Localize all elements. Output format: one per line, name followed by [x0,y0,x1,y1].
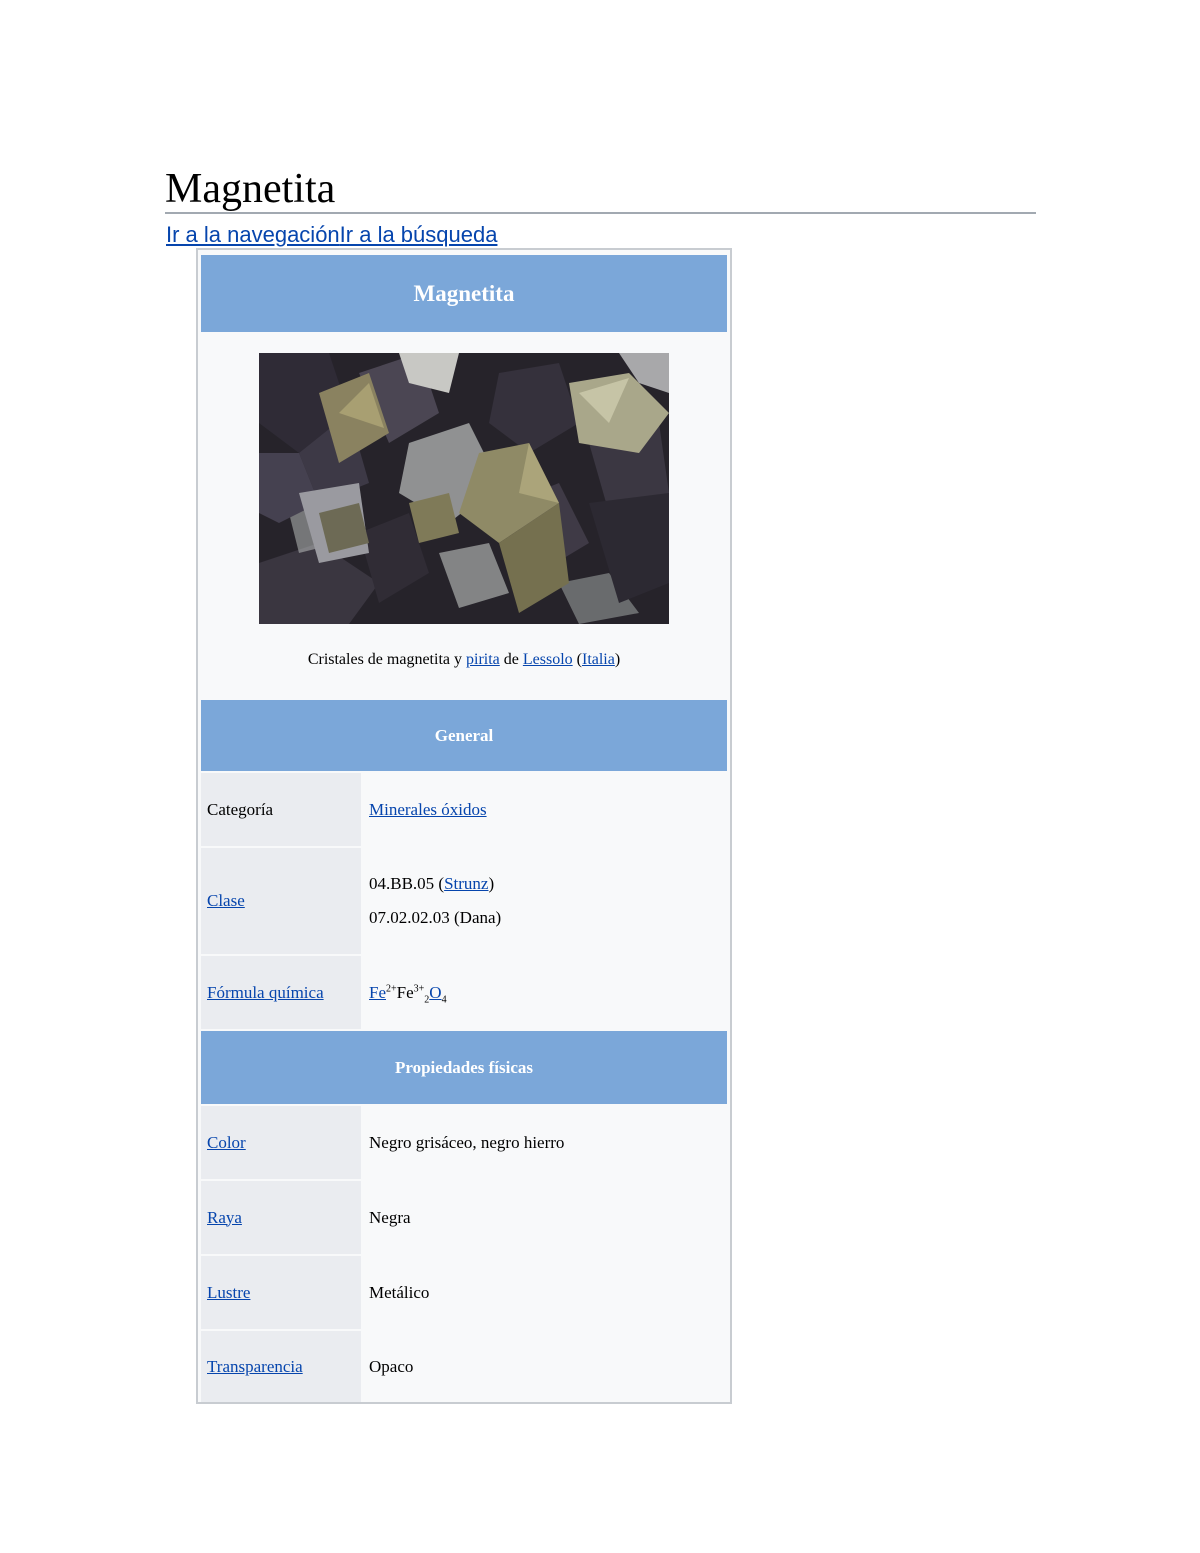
row-lustre [201,1256,727,1329]
image-caption [201,650,727,670]
row-formula [201,956,727,1029]
caption-text: Cristales de magnetita y [307,651,466,668]
row-transparencia [201,1331,727,1402]
formula-quimica-link[interactable]: Fórmula química [207,982,324,1002]
jump-links [166,221,497,249]
lessolo-link[interactable]: Lessolo [522,651,573,668]
formula-sub: 4 [441,993,447,1005]
minerales-oxidos-link[interactable]: Minerales óxidos [369,799,487,819]
pirita-link[interactable]: pirita [466,651,500,668]
color-link[interactable]: Color [207,1132,246,1152]
caption-text: ) [614,651,621,668]
fe-link[interactable]: Fe [369,982,386,1002]
mineral-photo[interactable] [259,353,669,624]
o-link[interactable]: O [429,982,442,1002]
caption-text: de [499,651,523,668]
formula-sup: 2+ [386,982,397,994]
section-header-propiedades: Propiedades físicas [201,1031,727,1104]
strunz-code: 04.BB.05 ( [369,874,445,893]
jump-to-search-link[interactable]: Ir a la búsqueda [339,222,498,247]
strunz-classification [369,867,727,901]
transparencia-value: Opaco [369,1356,414,1376]
mineral-infobox [196,248,732,1404]
row-clase [201,848,727,954]
italia-link[interactable]: Italia [581,651,615,668]
row-label [201,848,361,954]
raya-link[interactable]: Raya [207,1207,242,1227]
row-value [363,848,727,954]
jump-to-navigation-link[interactable]: Ir a la navegación [166,222,340,247]
row-value [363,1181,727,1254]
title-divider [165,212,1036,214]
row-label: Categoría [201,773,361,846]
dana-classification: 07.02.02.03 (Dana) [369,908,502,927]
strunz-link[interactable]: Strunz [444,874,489,893]
row-value [363,956,727,1029]
row-value [363,1106,727,1179]
row-label [201,1181,361,1254]
clase-link[interactable]: Clase [207,891,245,910]
raya-value: Negra [369,1207,411,1227]
lustre-value: Metálico [369,1282,430,1302]
page-title: Magnetita [165,166,336,212]
formula-fe: Fe [396,982,414,1002]
transparencia-link[interactable]: Transparencia [207,1356,303,1376]
row-value [363,1256,727,1329]
row-label [201,1331,361,1402]
infobox-title: Magnetita [201,255,727,332]
lustre-link[interactable]: Lustre [207,1282,251,1302]
row-raya [201,1181,727,1254]
row-value [363,773,727,846]
section-header-general: General [201,700,727,771]
caption-text: ( [572,651,582,668]
row-label [201,1256,361,1329]
infobox-image-cell [201,338,727,696]
row-label [201,1106,361,1179]
row-label [201,956,361,1029]
row-categoria [201,773,727,846]
row-value [363,1331,727,1402]
chemical-formula [369,976,727,1010]
strunz-close: ) [488,874,495,893]
formula-sup: 3+ [413,982,425,994]
formula-sub: 2 [424,993,430,1005]
row-color [201,1106,727,1179]
color-value: Negro grisáceo, negro hierro [369,1132,565,1152]
